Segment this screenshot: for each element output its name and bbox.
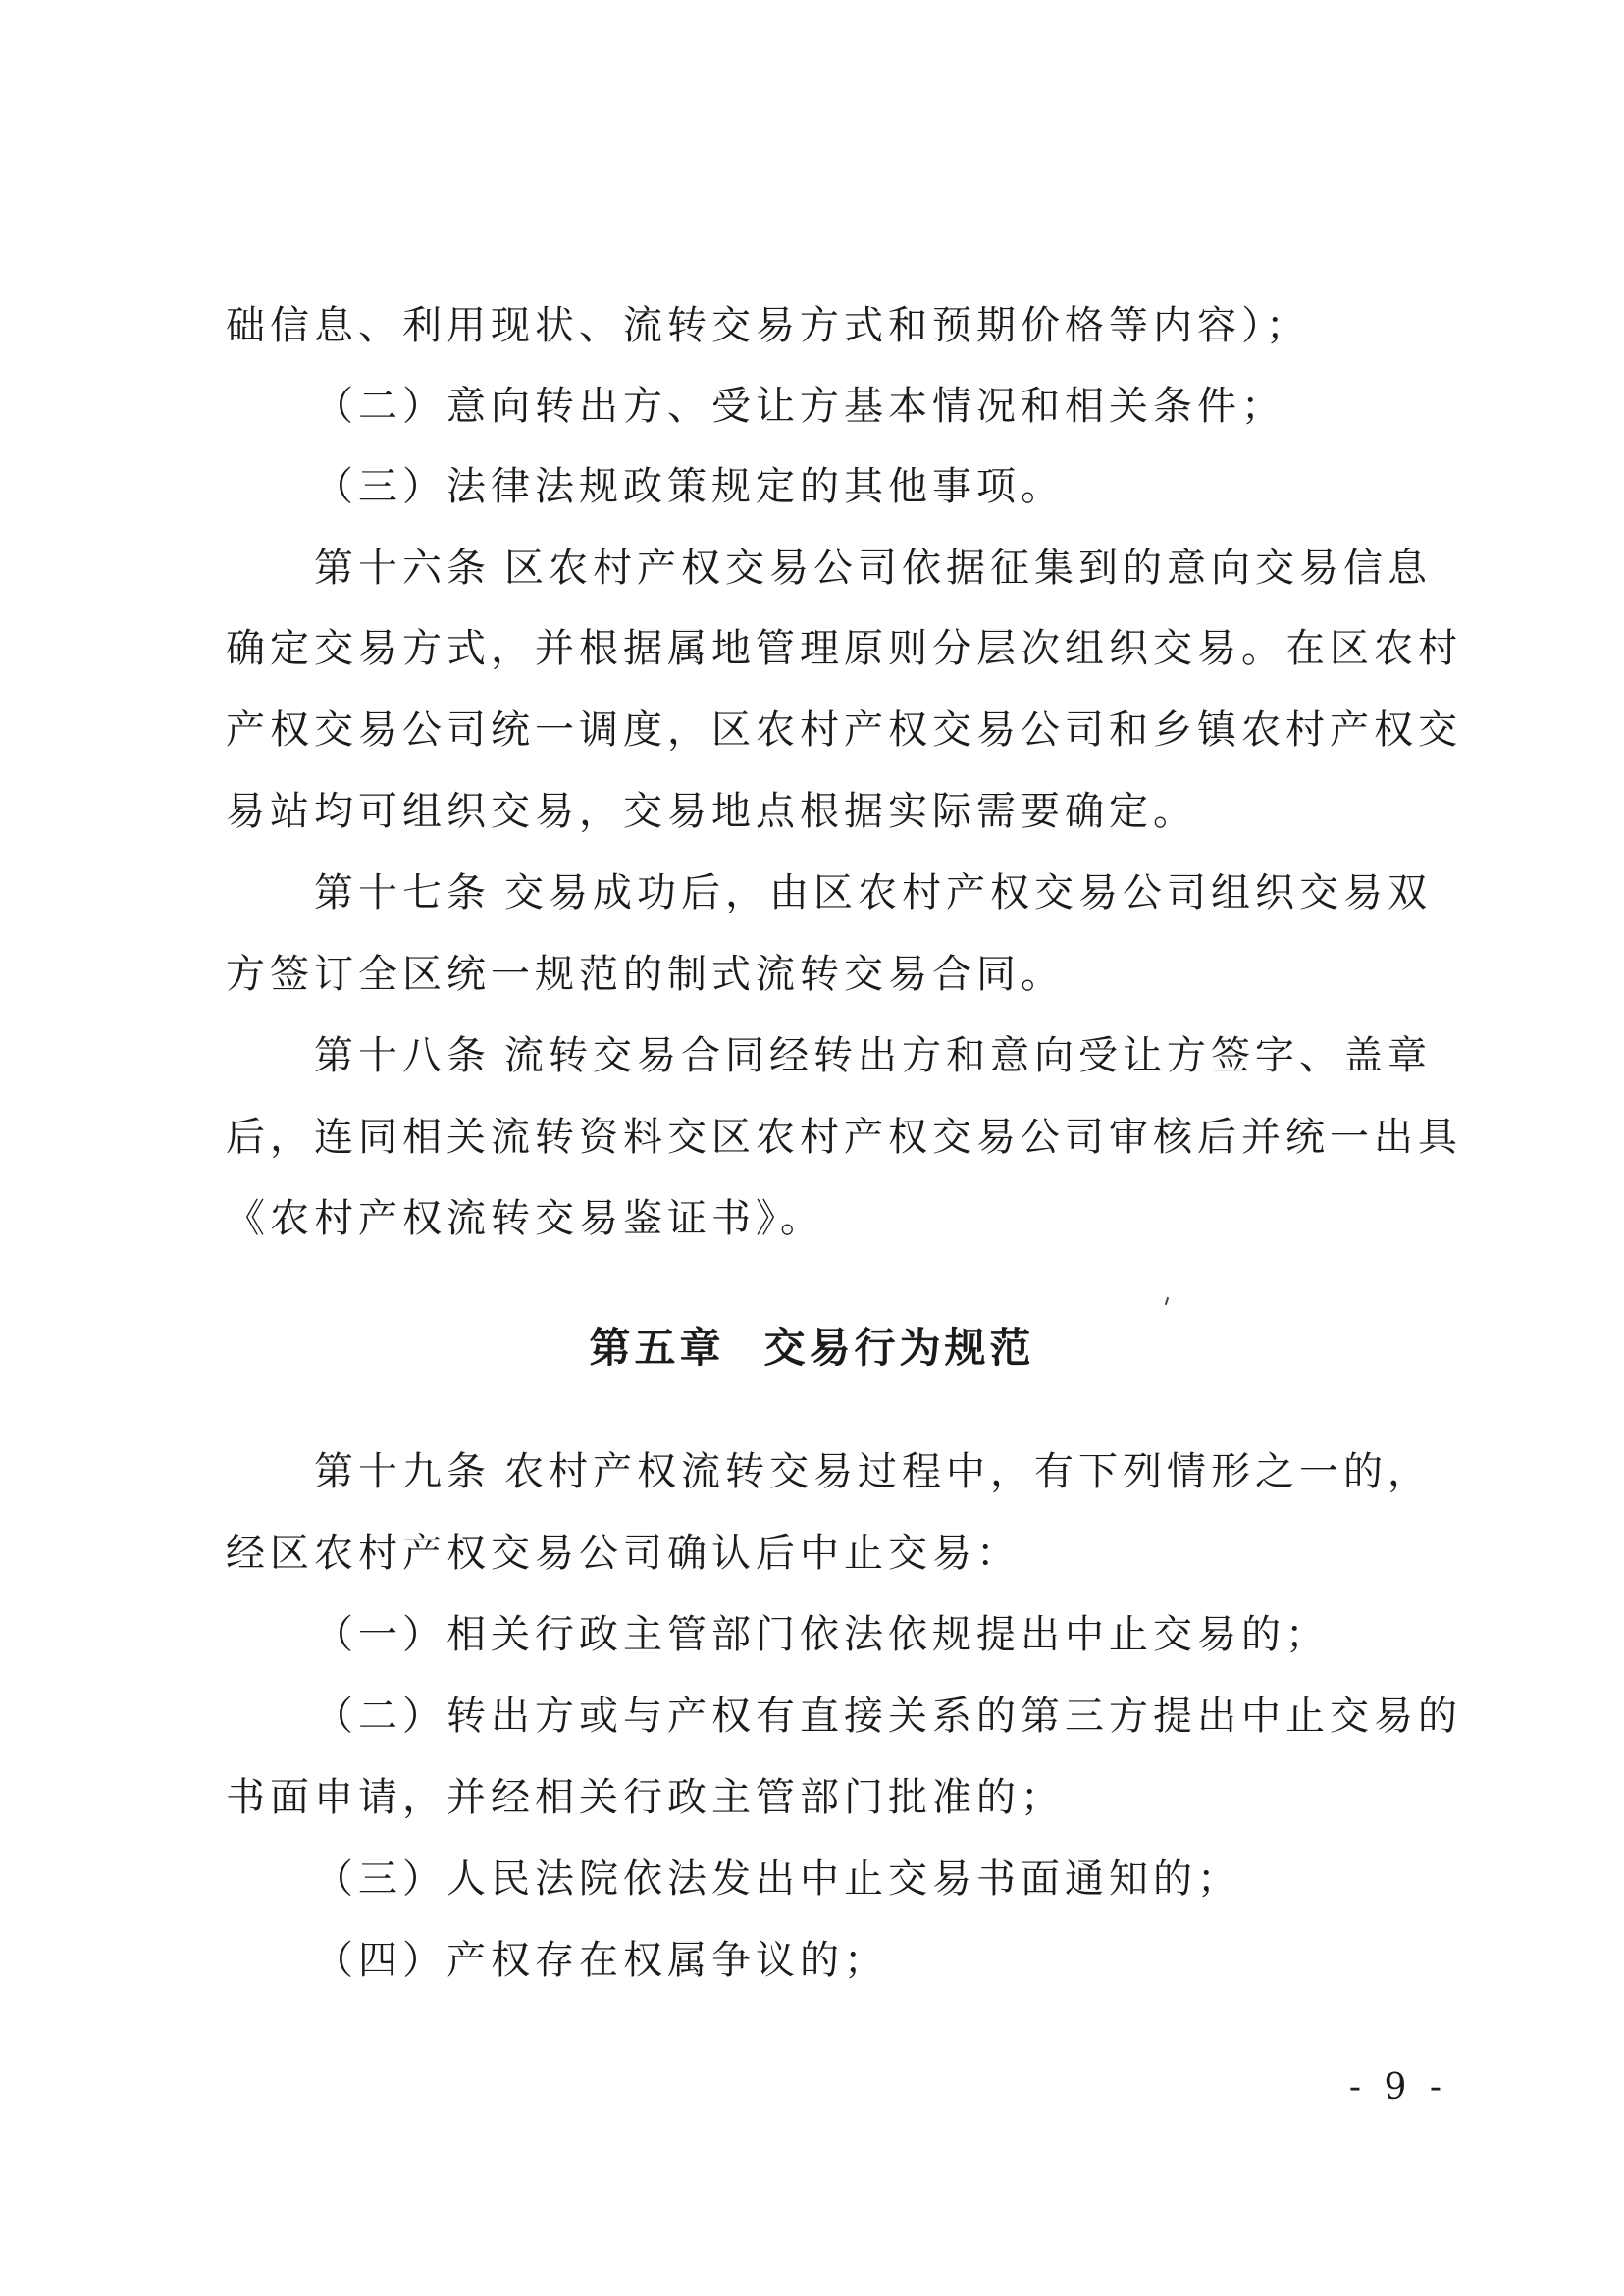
list-item: （二）意向转出方、受让方基本情况和相关条件； [314, 384, 1285, 429]
chapter-heading [0, 1325, 1624, 1372]
text-line: 后，连同相关流转资料交区农村产权交易公司审核后并统一出具 [226, 1115, 1462, 1160]
article-label: 第十八条 [314, 1033, 491, 1078]
text-line: 经区农村产权交易公司确认后中止交易： [226, 1531, 1021, 1576]
text-line: 易站均可组织交易，交易地点根据实际需要确定。 [226, 789, 1197, 834]
text-line: 产权交易公司统一调度，区农村产权交易公司和乡镇农村产权交 [226, 707, 1462, 753]
article-label: 第十七条 [314, 870, 491, 915]
text-line: 书面申请，并经相关行政主管部门批准的； [226, 1775, 1065, 1820]
list-item: （一）相关行政主管部门依法依规提出中止交易的； [314, 1612, 1330, 1657]
article-17-first-line [314, 869, 1521, 916]
text-line: 方签订全区统一规范的制式流转交易合同。 [226, 952, 1065, 997]
article-text: 流转交易合同经转出方和意向受让方签字、盖章 [504, 1033, 1432, 1078]
list-item: （三）人民法院依法发出中止交易书面通知的； [314, 1856, 1241, 1902]
article-text: 农村产权流转交易过程中，有下列情形之一的， [504, 1449, 1432, 1494]
text-line: 确定交易方式，并根据属地管理原则分层次组织交易。在区农村 [226, 626, 1462, 671]
article-text: 区农村产权交易公司依据征集到的意向交易信息 [504, 546, 1432, 591]
text-line: 《农村产权流转交易鉴证书》。 [226, 1196, 824, 1241]
article-text: 交易成功后，由区农村产权交易公司组织交易双 [504, 870, 1432, 915]
article-label: 第十九条 [314, 1449, 491, 1494]
list-item: （二）转出方或与产权有直接关系的第三方提出中止交易的 [314, 1694, 1462, 1739]
list-item: （四）产权存在权属争议的； [314, 1938, 888, 1983]
list-item: （三）法律法规政策规定的其他事项。 [314, 464, 1065, 509]
chapter-number: 第五章 [589, 1324, 725, 1372]
article-label: 第十六条 [314, 546, 491, 591]
text-line: 础信息、利用现状、流转交易方式和预期价格等内容）； [226, 303, 1310, 348]
page-number: - 9 - [1348, 2067, 1447, 2108]
chapter-title: 交易行为规范 [763, 1324, 1035, 1372]
article-18-first-line [314, 1032, 1521, 1079]
scan-mark [1165, 1297, 1169, 1305]
article-16-first-line [314, 545, 1521, 592]
article-19-first-line [314, 1448, 1521, 1495]
